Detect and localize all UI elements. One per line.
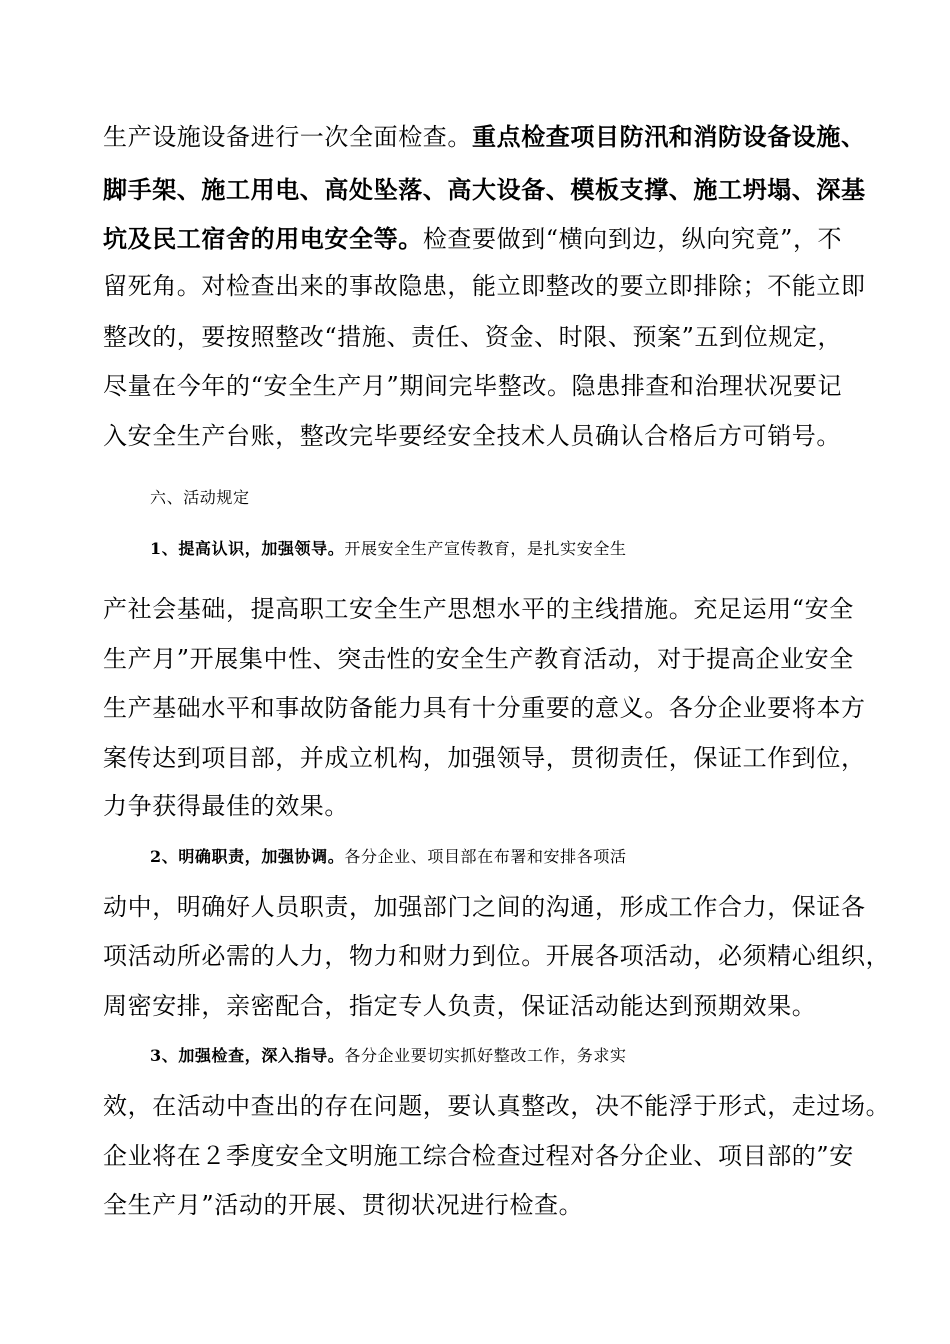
text: 整改的，要按照整改“措施、责任、资金、时限、预案”五到位规定， <box>103 323 843 351</box>
text: 全生产月”活动的开展、贯彻状况进行检查。 <box>103 1191 584 1219</box>
text: 项活动所必需的人力，物力和财力到位。开展各项活动，必须精心组织， <box>103 942 891 970</box>
text-line <box>103 368 863 404</box>
text-line <box>103 268 866 304</box>
text: 企业将在２季度安全文明施工综合检查过程对各分企业、项目部的”安 <box>103 1142 854 1170</box>
text: 尽量在今年的“安全生产月”期间完毕整改。隐患排查和治理状况要记 <box>103 372 843 400</box>
bold-text: 坑及民工宿舍的用电安全等。 <box>103 224 423 253</box>
section-heading <box>150 480 910 516</box>
text: 产社会基础，提高职工安全生产思想水平的主线措施。充足运用“安全 <box>103 595 854 623</box>
text: 检查要做到“横向到边，纵向究竟”，不 <box>422 225 843 253</box>
paragraph-first-line <box>150 1038 910 1074</box>
text: 案传达到项目部，并成立机构，加强领导，贯彻责任，保证工作到位， <box>103 744 866 772</box>
text-line <box>103 1088 891 1124</box>
text: 入安全生产台账，整改完毕要经安全技术人员确认合格后方可销号。 <box>103 422 841 450</box>
bold-text: 2、明确职责，加强协调。 <box>150 847 345 866</box>
bold-text: 重点检查项目防汛和消防设备设施、 <box>472 122 866 151</box>
text-line <box>103 740 866 776</box>
bold-text: 3、加强检查，深入指导。 <box>150 1046 345 1065</box>
text-line <box>103 119 866 155</box>
text-line <box>103 319 863 355</box>
text: 生产设施设备进行一次全面检查。 <box>103 123 472 151</box>
text-line <box>103 172 866 208</box>
text-line <box>103 938 891 974</box>
text: 各分企业要切实抓好整改工作，务求实 <box>344 1046 627 1065</box>
text: 动中，明确好人员职责，加强部门之间的沟通，形成工作合力，保证各 <box>103 893 866 921</box>
text: 生产月”开展集中性、突击性的安全生产教育活动，对于提高企业安全 <box>103 645 854 673</box>
text: 生产基础水平和事故防备能力具有十分重要的意义。各分企业要将本方 <box>103 694 866 722</box>
text-line <box>103 221 863 257</box>
text: 效，在活动中查出的存在问题，要认真整改，决不能浮于形式，走过场。 <box>103 1092 891 1120</box>
text: 周密安排，亲密配合，指定专人负责，保证活动能达到预期效果。 <box>103 992 817 1020</box>
text: 开展安全生产宣传教育，是扎实安全生 <box>344 539 627 558</box>
text-line <box>103 788 863 824</box>
text: 留死角。对检查出来的事故隐患，能立即整改的要立即排除；不能立即 <box>103 272 866 300</box>
bold-text: 1、提高认识，加强领导。 <box>150 539 345 558</box>
text-line <box>103 591 863 627</box>
paragraph-first-line <box>150 839 910 875</box>
text-line <box>103 641 863 677</box>
text-line <box>103 1138 863 1174</box>
text-line <box>103 418 863 454</box>
text-line <box>103 889 866 925</box>
text-line <box>103 690 866 726</box>
paragraph-first-line <box>150 531 910 567</box>
text: 力争获得最佳的效果。 <box>103 792 349 820</box>
text-line <box>103 1187 863 1223</box>
text: 各分企业、项目部在布署和安排各项活 <box>344 847 627 866</box>
text-line <box>103 988 863 1024</box>
section-heading-text: 六、活动规定 <box>150 488 250 507</box>
bold-text: 脚手架、施工用电、高处坠落、高大设备、模板支撑、施工坍塌、深基 <box>103 175 866 204</box>
